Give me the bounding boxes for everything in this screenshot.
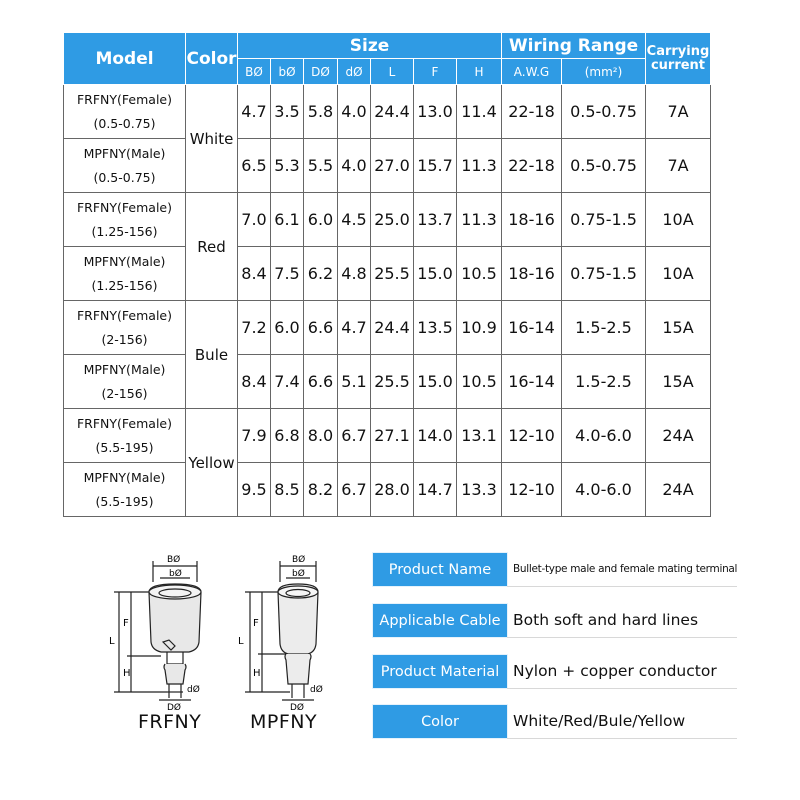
color-cell: Yellow: [186, 409, 238, 517]
cell-awg: 18-16: [502, 193, 562, 247]
cell-F: 15.7: [414, 139, 457, 193]
info-label-product-material: Product Material: [373, 655, 507, 688]
model-range: (0.5-0.75): [93, 169, 156, 185]
cell-B: 8.4: [238, 247, 271, 301]
model-cell: [64, 301, 186, 355]
info-value-product-name: Bullet-type male and female mating terminal: [507, 553, 737, 587]
cell-mm2: 1.5-2.5: [562, 301, 646, 355]
cell-B: 7.9: [238, 409, 271, 463]
cell-D: 6.0: [304, 193, 338, 247]
table-row: [64, 139, 711, 193]
cell-mm2: 1.5-2.5: [562, 355, 646, 409]
cell-F: 13.5: [414, 301, 457, 355]
cell-mm2: 0.75-1.5: [562, 247, 646, 301]
color-cell: Bule: [186, 301, 238, 409]
mpfny-label-B: BØ: [292, 555, 306, 565]
model-name: MPFNY(Male): [83, 361, 166, 377]
cell-F: 15.0: [414, 355, 457, 409]
model-name: MPFNY(Male): [83, 469, 166, 485]
header-size-F: F: [414, 59, 457, 85]
model-cell: [64, 355, 186, 409]
cell-B: 8.4: [238, 355, 271, 409]
color-cell: Red: [186, 193, 238, 301]
cell-D: 6.6: [304, 355, 338, 409]
cell-b: 7.4: [271, 355, 304, 409]
frfny-caption: FRFNY: [138, 711, 202, 733]
model-cell: [64, 85, 186, 139]
model-name: MPFNY(Male): [83, 145, 166, 161]
frfny-label-d: dØ: [187, 685, 200, 695]
cell-awg: 22-18: [502, 139, 562, 193]
mpfny-label-D: DØ: [290, 703, 305, 713]
cell-b: 6.1: [271, 193, 304, 247]
cell-b: 6.8: [271, 409, 304, 463]
model-cell: [64, 409, 186, 463]
cell-current: 24A: [646, 409, 711, 463]
cell-L: 27.0: [371, 139, 414, 193]
model-range: (2-156): [101, 385, 148, 401]
table-row: [64, 247, 711, 301]
model-name: FRFNY(Female): [76, 91, 172, 107]
cell-B: 6.5: [238, 139, 271, 193]
model-name: FRFNY(Female): [76, 307, 172, 323]
cell-B: 9.5: [238, 463, 271, 517]
cell-awg: 12-10: [502, 463, 562, 517]
cell-D: 6.2: [304, 247, 338, 301]
info-row-product-name: [373, 553, 737, 586]
cell-d: 4.5: [338, 193, 371, 247]
model-cell: [64, 463, 186, 517]
cell-current: 24A: [646, 463, 711, 517]
cell-mm2: 4.0-6.0: [562, 409, 646, 463]
header-wiring-awg: A.W.G: [502, 59, 562, 85]
cell-B: 7.2: [238, 301, 271, 355]
mpfny-caption: MPFNY: [250, 711, 318, 733]
table-row: [64, 85, 711, 139]
frfny-label-B: BØ: [167, 555, 181, 565]
cell-b: 6.0: [271, 301, 304, 355]
cell-L: 24.4: [371, 301, 414, 355]
cell-L: 28.0: [371, 463, 414, 517]
header-carrying-line2: current: [650, 57, 706, 73]
cell-d: 4.7: [338, 301, 371, 355]
header-size-H: H: [457, 59, 502, 85]
color-cell: White: [186, 85, 238, 193]
cell-b: 5.3: [271, 139, 304, 193]
cell-L: 25.5: [371, 247, 414, 301]
spec-table: [63, 32, 711, 517]
model-range: (5.5-195): [95, 493, 154, 509]
cell-L: 24.4: [371, 85, 414, 139]
cell-B: 7.0: [238, 193, 271, 247]
frfny-label-b: bØ: [169, 569, 182, 579]
model-range: (5.5-195): [95, 439, 154, 455]
cell-D: 8.0: [304, 409, 338, 463]
cell-L: 27.1: [371, 409, 414, 463]
frfny-label-L: L: [109, 636, 115, 647]
frfny-label-D: DØ: [167, 703, 182, 713]
cell-H: 13.3: [457, 463, 502, 517]
header-model: Model: [64, 33, 186, 85]
cell-current: 10A: [646, 193, 711, 247]
table-row: [64, 193, 711, 247]
cell-mm2: 0.5-0.75: [562, 139, 646, 193]
cell-d: 6.7: [338, 409, 371, 463]
cell-H: 11.3: [457, 193, 502, 247]
cell-D: 8.2: [304, 463, 338, 517]
header-carrying-current: [646, 33, 711, 85]
cell-current: 15A: [646, 301, 711, 355]
cell-F: 13.0: [414, 85, 457, 139]
cell-mm2: 0.75-1.5: [562, 193, 646, 247]
table-row: [64, 301, 711, 355]
header-size-d-inner: dØ: [338, 59, 371, 85]
frfny-label-F: F: [123, 618, 129, 629]
cell-mm2: 4.0-6.0: [562, 463, 646, 517]
info-label-product-name: Product Name: [373, 553, 507, 586]
model-range: (2-156): [101, 331, 148, 347]
cell-F: 14.0: [414, 409, 457, 463]
cell-d: 4.0: [338, 85, 371, 139]
model-range: (1.25-156): [91, 223, 158, 239]
model-cell: [64, 247, 186, 301]
cell-current: 7A: [646, 85, 711, 139]
header-wiring-range: Wiring Range: [502, 33, 646, 59]
cell-d: 4.0: [338, 139, 371, 193]
cell-H: 11.4: [457, 85, 502, 139]
info-value-product-material: Nylon + copper conductor: [507, 655, 737, 689]
cell-F: 14.7: [414, 463, 457, 517]
cell-awg: 16-14: [502, 355, 562, 409]
model-name: MPFNY(Male): [83, 253, 166, 269]
header-size-B-outer: BØ: [238, 59, 271, 85]
cell-L: 25.5: [371, 355, 414, 409]
cell-d: 4.8: [338, 247, 371, 301]
cell-d: 5.1: [338, 355, 371, 409]
mpfny-label-b: bØ: [292, 569, 305, 579]
cell-current: 15A: [646, 355, 711, 409]
table-row: [64, 463, 711, 517]
cell-current: 10A: [646, 247, 711, 301]
cell-D: 6.6: [304, 301, 338, 355]
cell-b: 3.5: [271, 85, 304, 139]
cell-H: 10.9: [457, 301, 502, 355]
cell-D: 5.5: [304, 139, 338, 193]
cell-b: 7.5: [271, 247, 304, 301]
cell-awg: 16-14: [502, 301, 562, 355]
info-row-color: [373, 705, 737, 738]
header-wiring-mm2: (mm²): [562, 59, 646, 85]
info-value-color: White/Red/Bule/Yellow: [507, 705, 737, 739]
info-row-product-material: [373, 655, 737, 688]
info-value-applicable-cable: Both soft and hard lines: [507, 604, 737, 638]
table-body: [64, 85, 711, 517]
cell-D: 5.8: [304, 85, 338, 139]
cell-awg: 12-10: [502, 409, 562, 463]
mpfny-label-F: F: [253, 618, 259, 629]
model-name: FRFNY(Female): [76, 199, 172, 215]
info-label-color: Color: [373, 705, 507, 738]
cell-awg: 22-18: [502, 85, 562, 139]
cell-F: 13.7: [414, 193, 457, 247]
header-size-D-outer: DØ: [304, 59, 338, 85]
model-range: (1.25-156): [91, 277, 158, 293]
table-row: [64, 409, 711, 463]
header-size: Size: [238, 33, 502, 59]
cell-d: 6.7: [338, 463, 371, 517]
mpfny-label-H: H: [253, 668, 261, 679]
cell-H: 10.5: [457, 247, 502, 301]
model-cell: [64, 193, 186, 247]
cell-current: 7A: [646, 139, 711, 193]
cell-b: 8.5: [271, 463, 304, 517]
header-size-L: L: [371, 59, 414, 85]
cell-H: 11.3: [457, 139, 502, 193]
cell-awg: 18-16: [502, 247, 562, 301]
model-range: (0.5-0.75): [93, 115, 156, 131]
model-cell: [64, 139, 186, 193]
cell-H: 13.1: [457, 409, 502, 463]
cell-F: 15.0: [414, 247, 457, 301]
header-size-b-inner: bØ: [271, 59, 304, 85]
cell-H: 10.5: [457, 355, 502, 409]
mpfny-label-L: L: [238, 636, 244, 647]
info-row-applicable-cable: [373, 604, 737, 637]
info-label-applicable-cable: Applicable Cable: [373, 604, 507, 637]
cell-L: 25.0: [371, 193, 414, 247]
frfny-label-H: H: [123, 668, 131, 679]
mpfny-label-d: dØ: [310, 685, 323, 695]
cell-B: 4.7: [238, 85, 271, 139]
header-carrying-line1: Carrying: [646, 43, 710, 59]
header-color: Color: [186, 33, 238, 85]
model-name: FRFNY(Female): [76, 415, 172, 431]
table-row: [64, 355, 711, 409]
cell-mm2: 0.5-0.75: [562, 85, 646, 139]
